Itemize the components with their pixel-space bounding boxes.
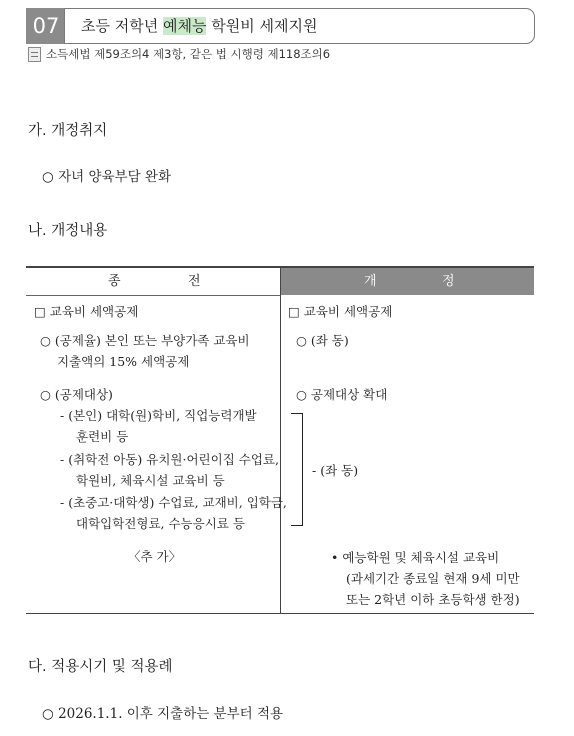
before-target-title: ○ (공제대상) [40,387,113,402]
title-prefix: 초등 저학년 [81,17,163,35]
header-before-char1: 종 [108,274,121,289]
after-new-line1: • 예능학원 및 체육시설 교육비 [331,550,500,565]
before-target-2a: - (취학전 아동) 유치원·어린이집 수업료, [60,452,279,467]
before-target-2b: 학원비, 체육시설 교육비 등 [76,473,225,488]
section-title-box [64,8,535,44]
after-rate-same: ○ (좌 동) [296,333,349,348]
section-title [81,9,317,43]
bracket-marker [291,413,303,526]
after-title: □ 교육비 세액공제 [288,304,393,319]
before-added-marker: 〈추 가〉 [128,549,182,564]
purpose-item: ○ 자녀 양육부담 완화 [42,169,171,185]
header-after-char2: 정 [442,274,455,289]
before-rate-line2: 지출액의 15% 세액공제 [57,354,190,369]
law-reference: 소득세법 제59조의4 제3항, 같은 법 시행령 제118조의6 [46,47,331,61]
header-before-char2: 전 [188,274,201,289]
table-header-before [26,268,280,296]
section-number-badge: 07 [26,8,66,44]
law-document-icon [28,47,41,62]
before-target-3b: 대학입학전형료, 수능응시료 등 [76,516,245,531]
table-column-divider [280,268,281,614]
effective-heading: 다. 적용시기 및 적용례 [28,659,173,675]
purpose-heading: 가. 개정취지 [28,123,108,139]
after-target-expand: ○ 공제대상 확대 [296,387,388,402]
table-header-after [281,268,534,295]
content-heading: 나. 개정내용 [28,223,108,239]
after-new-line2: (과세기간 종료일 현재 9세 미만 [346,571,520,586]
title-suffix: 학원비 세제지원 [206,17,318,35]
after-target-same: - (좌 동) [312,463,359,478]
before-rate-line1: ○ (공제율) 본인 또는 부양가족 교육비 [40,333,250,348]
after-new-line3: 또는 2학년 이하 초등학생 한정) [346,592,520,607]
before-title: □ 교육비 세액공제 [34,304,139,319]
before-target-3a: - (초중고·대학생) 수업료, 교재비, 입학금, [60,495,287,510]
before-target-1a: - (본인) 대학(원)학비, 직업능력개발 [60,408,257,423]
effective-item: ○ 2026.1.1. 이후 지출하는 분부터 적용 [42,706,284,722]
table-bottom-rule [26,613,534,614]
title-highlight: 예체능 [163,17,207,35]
before-target-1b: 훈련비 등 [76,429,129,444]
header-after-char1: 개 [364,274,377,289]
